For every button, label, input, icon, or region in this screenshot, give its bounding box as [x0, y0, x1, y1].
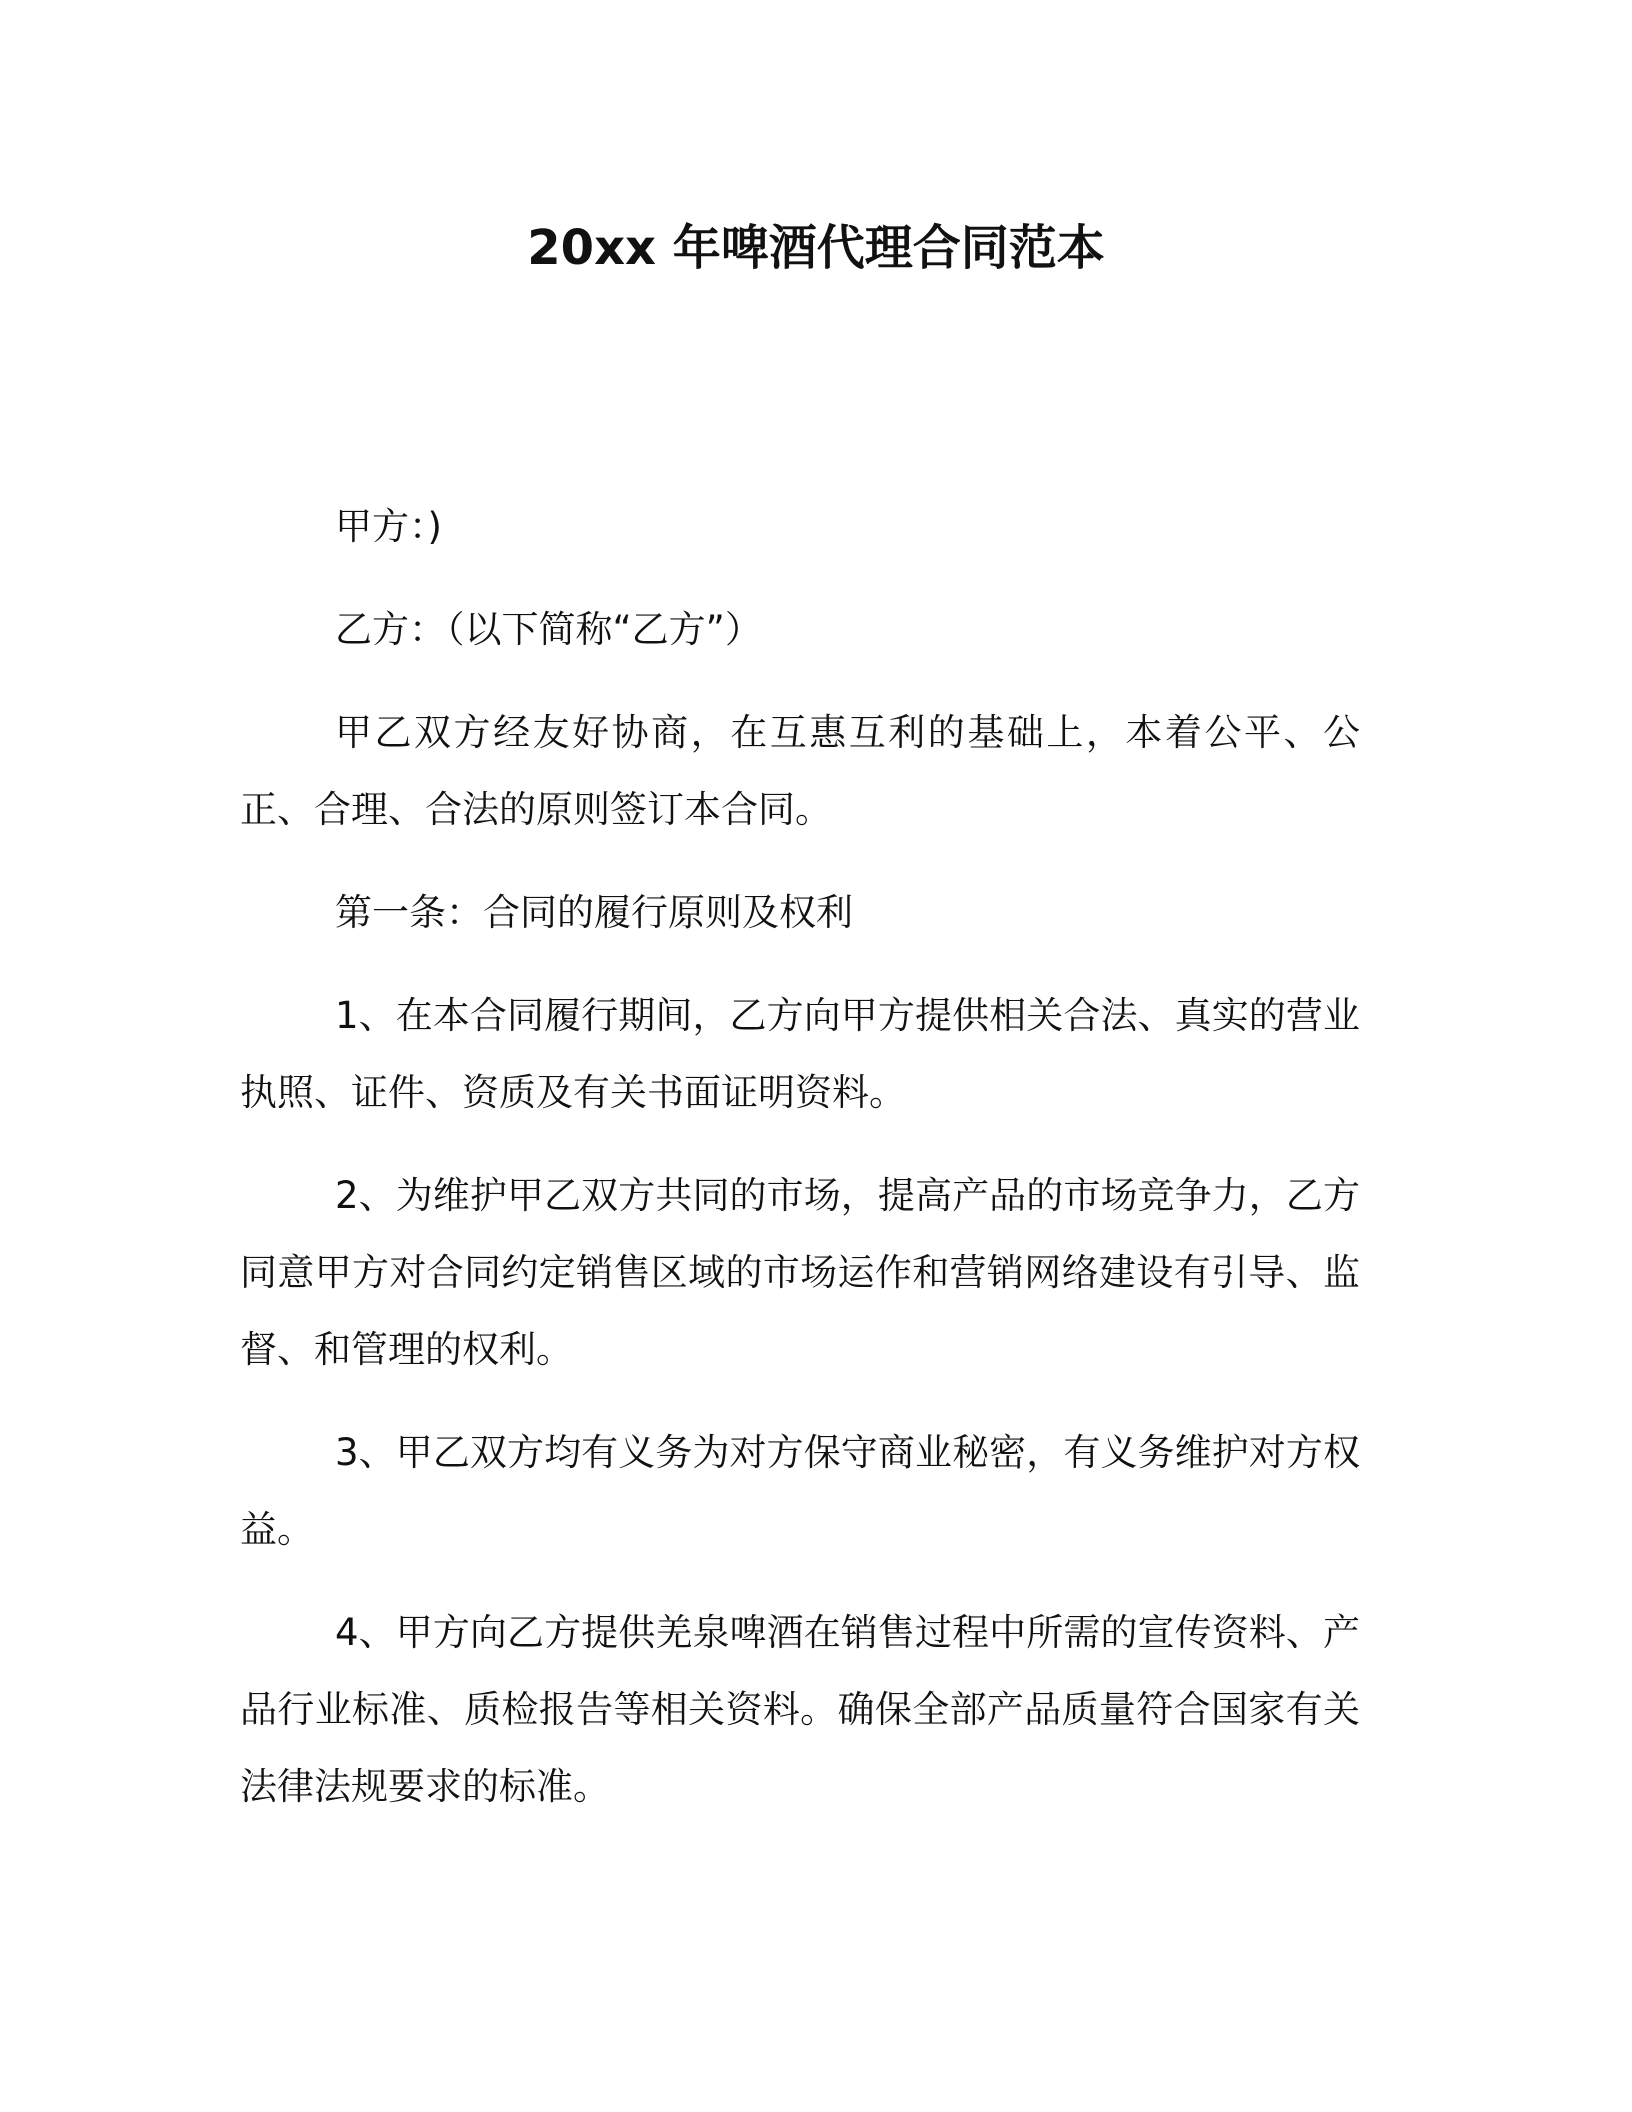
clause-4: 4、甲方向乙方提供羌泉啤酒在销售过程中所需的宣传资料、产品行业标准、质检报告等相关资料。确保全部产品质量符合国家有关法律法规要求的标准。 [240, 1611, 1360, 1808]
clause-1: 1、在本合同履行期间，乙方向甲方提供相关合法、真实的营业执照、证件、资质及有关书面证明资料。 [240, 994, 1360, 1114]
party-b-line: 乙方：（以下简称“乙方”） [335, 608, 762, 651]
document-body [240, 488, 1360, 1851]
party-a-line: 甲方：) [335, 505, 442, 548]
document-title: 20xx 年啤酒代理合同范本 [527, 220, 1105, 276]
article-one-heading: 第一条：合同的履行原则及权利 [335, 891, 853, 934]
clause-3: 3、甲乙双方均有义务为对方保守商业秘密，有义务维护对方权益。 [240, 1431, 1360, 1551]
preamble-paragraph: 甲乙双方经友好协商，在互惠互利的基础上，本着公平、公正、合理、合法的原则签订本合同。 [240, 711, 1360, 831]
clause-2: 2、为维护甲乙双方共同的市场，提高产品的市场竞争力，乙方同意甲方对合同约定销售区域的市场运作和营销网络建设有引导、监督、和管理的权利。 [240, 1174, 1360, 1371]
